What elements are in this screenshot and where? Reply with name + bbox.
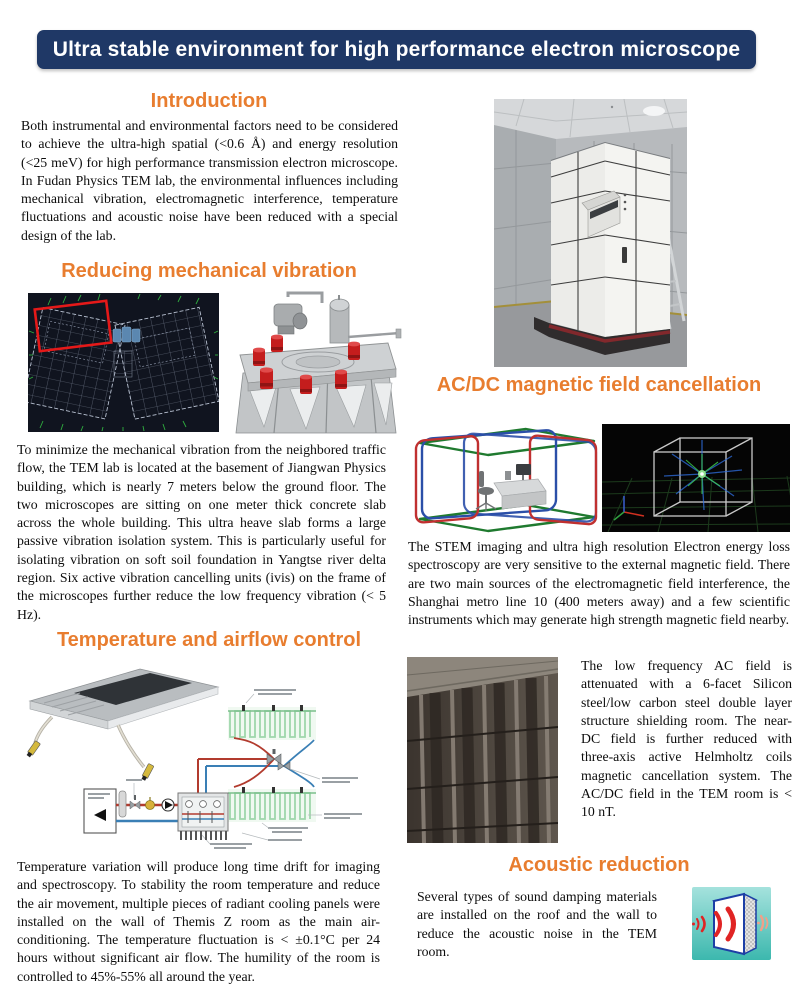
vibration-paragraph: To minimize the mechanical vibration from the neighbored traffic flow, the TEM lab is located at the basement of Jiangwan Physics building, which is nearly 7 meters below the ground floor. The two microscopes are sitting on one meter thick concrete slab across the whole building. This ultra heave slab forms a large passive vibration isolation system. This is particularly useful for isolating vibration on soft soil foundation in Yangtse river delta region. Six active vibration cancelling units (ivis) on the frame of the microscopes further reduce the low frequency vibration (< 5 Hz). [17,442,386,622]
shielding-paragraph: The low frequency AC field is attenuated with a 6-facet Silicon steel/low carbon steel double layer structure shielding room. The near-DC field is further reduced with three-axis active Helmholtz coils magnetic cancellation system. The AC/DC field in the TEM room is < 10 nT. [581,658,792,820]
helmholtz-coils-image [408,419,604,536]
vibration-heading: Reducing mechanical vibration [61,260,357,282]
temperature-heading: Temperature and airflow control [56,629,362,651]
shielding-room-photo [407,657,558,843]
tem-enclosure-photo [494,99,687,367]
vibration-isolator-image [228,291,402,434]
magnetic-heading: AC/DC magnetic field cancellation [436,374,762,396]
acoustic-heading: Acoustic reduction [508,854,690,876]
magnetic-paragraph: The STEM imaging and ultra high resolution Electron energy loss spectroscopy are very sensitive to the external magnetic field. There are two main sources of the electromagnetic field interference, the Shanghai metro line 10 (400 meters away) and a few scientific instruments which may generate high strength magnetic field nearby. [408,539,790,628]
cooling-panel-diagram [22,663,406,853]
acoustic-paragraph: Several types of sound damping materials are installed on the roof and the wall to reduce the acoustic noise in the TEM room. [417,889,657,959]
introduction-paragraph: Both instrumental and environmental factors need to be considered to achieve the ultra-high spatial (<0.6 Å) and energy resolution (<25 meV) for high performance transmission electron microscope. In Fudan Physics TEM lab, the environmental influences including mechanical vibration, electromagnetic interference, temperature fluctuations and acoustic noise have been reduced with a special design of the lab. [21,118,398,243]
field-simulation-image [602,424,790,532]
temperature-paragraph: Temperature variation will produce long time drift for imaging and spectroscopy. To stability the room temperature and reduce the air movement, multiple pieces of radiant cooling panels were installed on the wall of Themis Z room as the main air-conditioning. The temperature fluctuation is < ±0.1°C per 24 hours without significant air flow. The humility of the room is controlled to 45%-55% all around the year. [17,859,380,984]
introduction-heading: Introduction [150,90,268,112]
sound-damping-icon [692,887,771,960]
poster-title-banner [37,30,756,69]
building-floorplan-image [28,293,219,432]
poster-title: Ultra stable environment for high performance electron microscope [52,37,741,61]
